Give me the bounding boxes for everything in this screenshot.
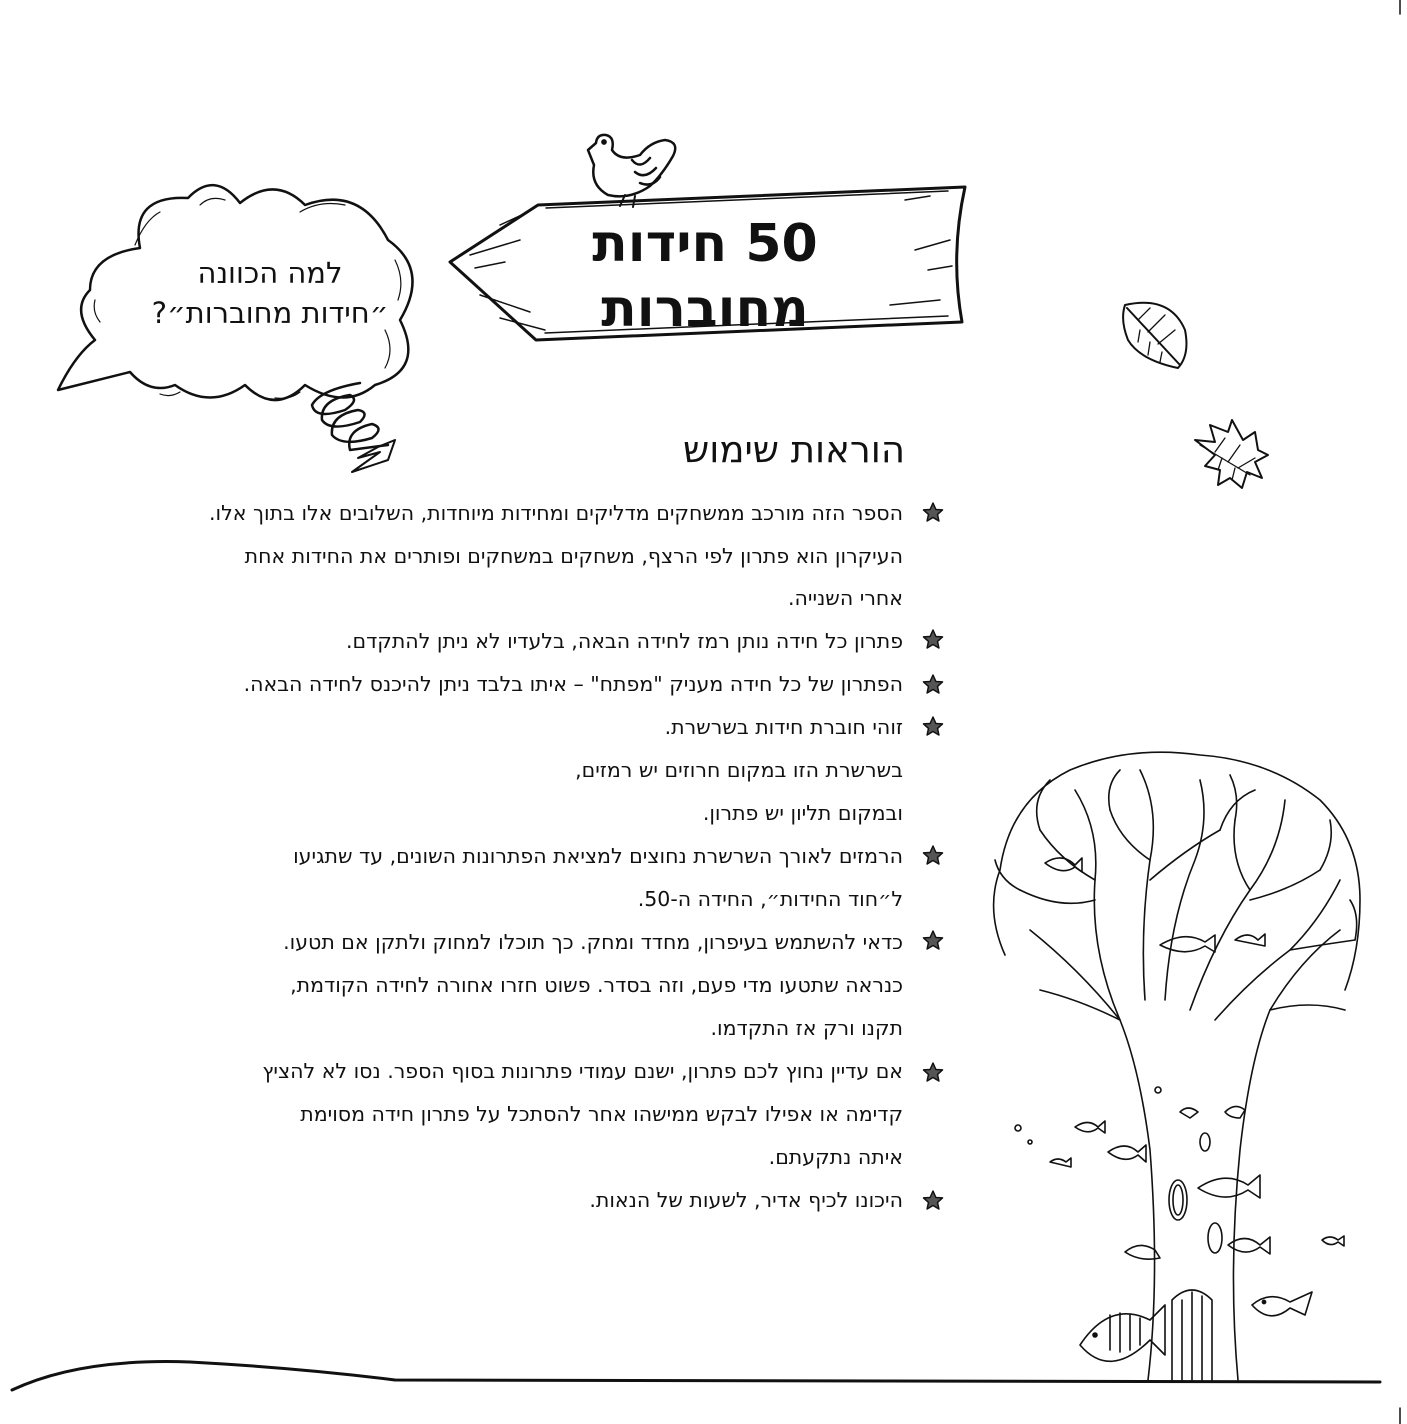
list-item-line: איתה נתקעתם.: [768, 1145, 903, 1169]
list-item-line: אם עדיין נחוץ לכם פתרון, ישנם עמודי פתרונות בסוף הספר. נסו לא להציץ: [262, 1059, 903, 1083]
list-item-line: קדימה או אפילו לבקש ממישהו אחר להסתכל על פתרון חידה מסוימת: [300, 1102, 903, 1126]
maple-leaf-icon: [1195, 420, 1268, 488]
star-icon: [924, 1191, 943, 1209]
thought-cloud: [58, 185, 413, 400]
spring-squiggle: [312, 383, 395, 472]
list-item-line: ובמקום תליון יש פתרון.: [702, 801, 903, 825]
star-icon: [924, 675, 943, 693]
instructions-heading: הוראות שימוש: [683, 428, 905, 471]
star-icon: [924, 931, 943, 949]
cloud-question-line-2: ״חידות מחוברות״?: [151, 296, 389, 330]
list-item-line: תקנו ורק אז התקדמו.: [710, 1016, 903, 1040]
book-title-line-2: מחוברות: [601, 279, 809, 339]
list-item-line: העיקרון הוא פתרון לפי הרצף, משחקים במשחקים ופותרים את החידות אחת: [244, 544, 903, 568]
star-icon: [924, 503, 943, 521]
list-item-line: היכונו לכיף אדיר, לשעות של הנאות.: [589, 1188, 903, 1212]
bullet-stars: [924, 503, 943, 1209]
list-item-line: הפתרון של כל חידה מעניק "מפתח" – איתו בלבד ניתן להיכנס לחידה הבאה.: [243, 672, 903, 696]
list-item-line: כדאי להשתמש בעיפרון, מחדד ומחק. כך תוכלו למחוק ולתקן אם תטעו.: [283, 930, 903, 954]
star-icon: [924, 846, 943, 864]
book-title-line-1: 50 חידות: [592, 214, 818, 274]
ground-line: [12, 1362, 1380, 1390]
star-icon: [924, 630, 943, 648]
list-item-line: אחרי השנייה.: [788, 586, 903, 610]
tree-illustration: [994, 752, 1360, 1380]
leaf-icon: [1123, 303, 1186, 368]
list-item-line: הרמזים לאורך השרשרת נחוצים למציאת הפתרונות השונים, עד שתגיעו: [293, 844, 903, 868]
list-item-line: כנראה שתטעו מדי פעם, וזה בסדר. פשוט חזרו אחורה לחידה הקודמת,: [290, 973, 903, 997]
list-item-line: ל״חוד החידות״, החידה ה-50.: [637, 887, 903, 911]
list-item-line: פתרון כל חידה נותן רמז לחידה הבאה, בלעדיו לא ניתן להתקדם.: [345, 629, 903, 653]
list-item-line: בשרשרת הזו במקום חרוזים יש רמזים,: [575, 758, 903, 782]
star-icon: [924, 717, 943, 735]
bird-icon: [588, 135, 675, 207]
star-icon: [924, 1063, 943, 1081]
list-item-line: הספר הזה מורכב ממשחקים מדליקים ומחידות מיוחדות, השלובים אלו בתוך אלו.: [209, 501, 903, 525]
list-item-line: זוהי חוברת חידות בשרשרת.: [664, 715, 903, 739]
cloud-question-line-1: למה הכוונה: [197, 256, 343, 290]
